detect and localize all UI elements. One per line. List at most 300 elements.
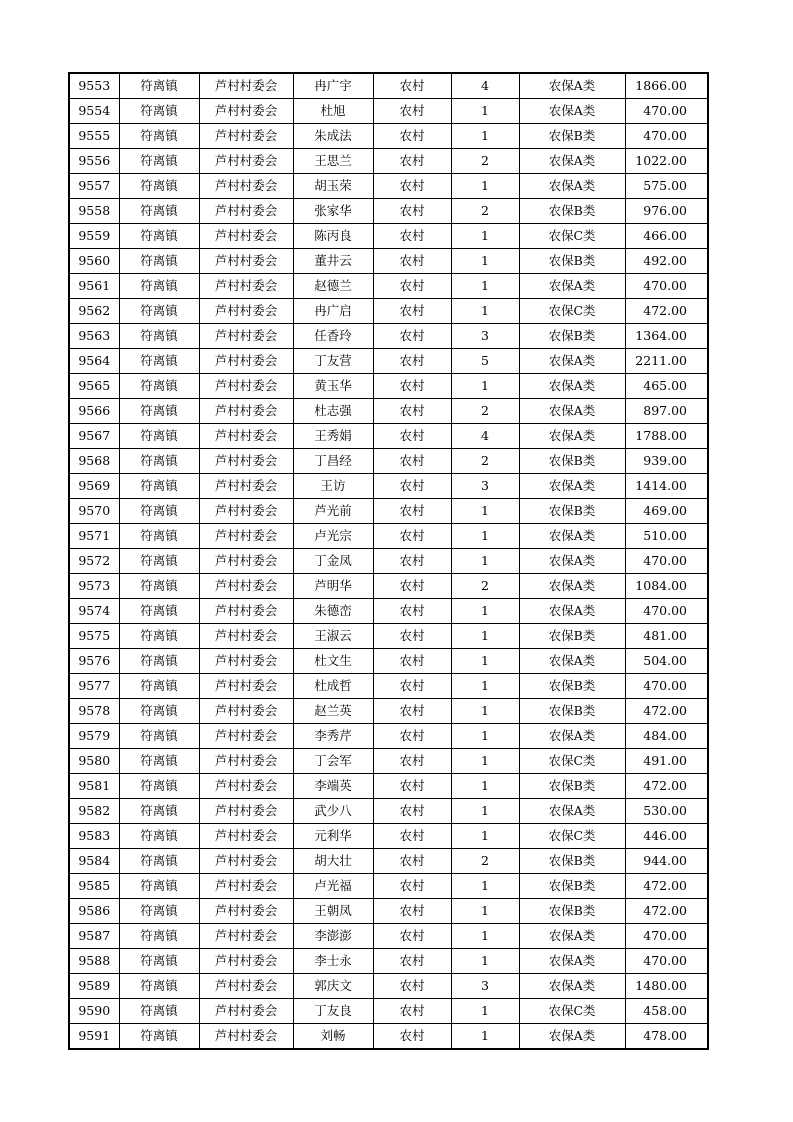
household-type-cell: 农村 xyxy=(373,449,451,474)
committee-cell: 芦村村委会 xyxy=(199,424,293,449)
category-cell: 农保A类 xyxy=(519,799,625,824)
household-type-cell: 农村 xyxy=(373,549,451,574)
household-type-cell: 农村 xyxy=(373,399,451,424)
town-cell: 符离镇 xyxy=(119,124,199,149)
member-count-cell: 3 xyxy=(451,474,519,499)
town-cell: 符离镇 xyxy=(119,774,199,799)
amount-cell: 470.00 xyxy=(625,924,708,949)
amount-cell: 478.00 xyxy=(625,1024,708,1050)
committee-cell: 芦村村委会 xyxy=(199,374,293,399)
town-cell: 符离镇 xyxy=(119,349,199,374)
name-cell: 杜成哲 xyxy=(293,674,373,699)
town-cell: 符离镇 xyxy=(119,749,199,774)
town-cell: 符离镇 xyxy=(119,574,199,599)
name-cell: 黄玉华 xyxy=(293,374,373,399)
category-cell: 农保A类 xyxy=(519,474,625,499)
category-cell: 农保C类 xyxy=(519,224,625,249)
amount-cell: 492.00 xyxy=(625,249,708,274)
name-cell: 丁金凤 xyxy=(293,549,373,574)
town-cell: 符离镇 xyxy=(119,624,199,649)
seq-number-cell: 9560 xyxy=(69,249,119,274)
name-cell: 王思兰 xyxy=(293,149,373,174)
committee-cell: 芦村村委会 xyxy=(199,399,293,424)
category-cell: 农保A类 xyxy=(519,73,625,99)
committee-cell: 芦村村委会 xyxy=(199,499,293,524)
committee-cell: 芦村村委会 xyxy=(199,73,293,99)
seq-number-cell: 9573 xyxy=(69,574,119,599)
name-cell: 王淑云 xyxy=(293,624,373,649)
table-row xyxy=(69,224,708,249)
committee-cell: 芦村村委会 xyxy=(199,874,293,899)
member-count-cell: 1 xyxy=(451,599,519,624)
member-count-cell: 1 xyxy=(451,299,519,324)
table-row xyxy=(69,1024,708,1050)
table-row xyxy=(69,449,708,474)
category-cell: 农保B类 xyxy=(519,324,625,349)
town-cell: 符离镇 xyxy=(119,99,199,124)
member-count-cell: 2 xyxy=(451,574,519,599)
committee-cell: 芦村村委会 xyxy=(199,999,293,1024)
town-cell: 符离镇 xyxy=(119,499,199,524)
category-cell: 农保B类 xyxy=(519,674,625,699)
name-cell: 元利华 xyxy=(293,824,373,849)
household-type-cell: 农村 xyxy=(373,849,451,874)
amount-cell: 470.00 xyxy=(625,674,708,699)
member-count-cell: 1 xyxy=(451,749,519,774)
name-cell: 丁友营 xyxy=(293,349,373,374)
member-count-cell: 1 xyxy=(451,924,519,949)
amount-cell: 1788.00 xyxy=(625,424,708,449)
amount-cell: 466.00 xyxy=(625,224,708,249)
amount-cell: 1022.00 xyxy=(625,149,708,174)
name-cell: 卢光宗 xyxy=(293,524,373,549)
category-cell: 农保A类 xyxy=(519,599,625,624)
committee-cell: 芦村村委会 xyxy=(199,199,293,224)
table-row xyxy=(69,474,708,499)
household-type-cell: 农村 xyxy=(373,674,451,699)
household-type-cell: 农村 xyxy=(373,874,451,899)
table-row xyxy=(69,624,708,649)
name-cell: 朱成法 xyxy=(293,124,373,149)
name-cell: 芦光前 xyxy=(293,499,373,524)
member-count-cell: 1 xyxy=(451,624,519,649)
member-count-cell: 1 xyxy=(451,899,519,924)
name-cell: 芦明华 xyxy=(293,574,373,599)
category-cell: 农保B类 xyxy=(519,849,625,874)
seq-number-cell: 9582 xyxy=(69,799,119,824)
household-type-cell: 农村 xyxy=(373,124,451,149)
category-cell: 农保A类 xyxy=(519,374,625,399)
table-row xyxy=(69,424,708,449)
amount-cell: 530.00 xyxy=(625,799,708,824)
seq-number-cell: 9562 xyxy=(69,299,119,324)
household-type-cell: 农村 xyxy=(373,949,451,974)
name-cell: 杜文生 xyxy=(293,649,373,674)
town-cell: 符离镇 xyxy=(119,649,199,674)
household-type-cell: 农村 xyxy=(373,474,451,499)
committee-cell: 芦村村委会 xyxy=(199,299,293,324)
town-cell: 符离镇 xyxy=(119,899,199,924)
seq-number-cell: 9553 xyxy=(69,73,119,99)
amount-cell: 470.00 xyxy=(625,549,708,574)
seq-number-cell: 9587 xyxy=(69,924,119,949)
household-type-cell: 农村 xyxy=(373,924,451,949)
household-type-cell: 农村 xyxy=(373,374,451,399)
table-row xyxy=(69,99,708,124)
amount-cell: 897.00 xyxy=(625,399,708,424)
committee-cell: 芦村村委会 xyxy=(199,924,293,949)
seq-number-cell: 9567 xyxy=(69,424,119,449)
table-row xyxy=(69,524,708,549)
name-cell: 王秀娟 xyxy=(293,424,373,449)
household-type-cell: 农村 xyxy=(373,574,451,599)
household-type-cell: 农村 xyxy=(373,599,451,624)
seq-number-cell: 9578 xyxy=(69,699,119,724)
household-type-cell: 农村 xyxy=(373,974,451,999)
amount-cell: 944.00 xyxy=(625,849,708,874)
member-count-cell: 3 xyxy=(451,974,519,999)
town-cell: 符离镇 xyxy=(119,949,199,974)
table-row xyxy=(69,999,708,1024)
table-row xyxy=(69,174,708,199)
name-cell: 刘畅 xyxy=(293,1024,373,1050)
town-cell: 符离镇 xyxy=(119,449,199,474)
committee-cell: 芦村村委会 xyxy=(199,99,293,124)
seq-number-cell: 9557 xyxy=(69,174,119,199)
member-count-cell: 1 xyxy=(451,649,519,674)
town-cell: 符离镇 xyxy=(119,549,199,574)
table-row xyxy=(69,574,708,599)
table-row xyxy=(69,649,708,674)
seq-number-cell: 9585 xyxy=(69,874,119,899)
committee-cell: 芦村村委会 xyxy=(199,674,293,699)
table-row xyxy=(69,149,708,174)
seq-number-cell: 9588 xyxy=(69,949,119,974)
amount-cell: 470.00 xyxy=(625,274,708,299)
seq-number-cell: 9584 xyxy=(69,849,119,874)
category-cell: 农保B类 xyxy=(519,774,625,799)
seq-number-cell: 9575 xyxy=(69,624,119,649)
amount-cell: 472.00 xyxy=(625,874,708,899)
member-count-cell: 1 xyxy=(451,949,519,974)
name-cell: 李士永 xyxy=(293,949,373,974)
table-row xyxy=(69,349,708,374)
seq-number-cell: 9554 xyxy=(69,99,119,124)
member-count-cell: 1 xyxy=(451,224,519,249)
amount-cell: 470.00 xyxy=(625,599,708,624)
member-count-cell: 1 xyxy=(451,124,519,149)
amount-cell: 470.00 xyxy=(625,949,708,974)
member-count-cell: 1 xyxy=(451,549,519,574)
committee-cell: 芦村村委会 xyxy=(199,549,293,574)
committee-cell: 芦村村委会 xyxy=(199,949,293,974)
table-row xyxy=(69,749,708,774)
household-type-cell: 农村 xyxy=(373,349,451,374)
member-count-cell: 2 xyxy=(451,399,519,424)
category-cell: 农保A类 xyxy=(519,724,625,749)
town-cell: 符离镇 xyxy=(119,73,199,99)
household-type-cell: 农村 xyxy=(373,999,451,1024)
amount-cell: 1414.00 xyxy=(625,474,708,499)
town-cell: 符离镇 xyxy=(119,474,199,499)
seq-number-cell: 9577 xyxy=(69,674,119,699)
name-cell: 丁昌经 xyxy=(293,449,373,474)
committee-cell: 芦村村委会 xyxy=(199,224,293,249)
committee-cell: 芦村村委会 xyxy=(199,249,293,274)
household-type-cell: 农村 xyxy=(373,73,451,99)
household-type-cell: 农村 xyxy=(373,174,451,199)
table-row xyxy=(69,374,708,399)
seq-number-cell: 9564 xyxy=(69,349,119,374)
committee-cell: 芦村村委会 xyxy=(199,699,293,724)
town-cell: 符离镇 xyxy=(119,274,199,299)
name-cell: 冉广宇 xyxy=(293,73,373,99)
category-cell: 农保C类 xyxy=(519,749,625,774)
household-type-cell: 农村 xyxy=(373,699,451,724)
household-type-cell: 农村 xyxy=(373,424,451,449)
category-cell: 农保A类 xyxy=(519,424,625,449)
name-cell: 杜志强 xyxy=(293,399,373,424)
table-row xyxy=(69,874,708,899)
seq-number-cell: 9576 xyxy=(69,649,119,674)
name-cell: 李澎澎 xyxy=(293,924,373,949)
member-count-cell: 1 xyxy=(451,174,519,199)
amount-cell: 2211.00 xyxy=(625,349,708,374)
seq-number-cell: 9559 xyxy=(69,224,119,249)
table-row xyxy=(69,549,708,574)
name-cell: 胡大壮 xyxy=(293,849,373,874)
category-cell: 农保A类 xyxy=(519,949,625,974)
committee-cell: 芦村村委会 xyxy=(199,574,293,599)
name-cell: 张家华 xyxy=(293,199,373,224)
table-row xyxy=(69,324,708,349)
category-cell: 农保A类 xyxy=(519,274,625,299)
category-cell: 农保A类 xyxy=(519,649,625,674)
name-cell: 丁会军 xyxy=(293,749,373,774)
town-cell: 符离镇 xyxy=(119,724,199,749)
member-count-cell: 1 xyxy=(451,774,519,799)
household-type-cell: 农村 xyxy=(373,274,451,299)
member-count-cell: 1 xyxy=(451,874,519,899)
town-cell: 符离镇 xyxy=(119,999,199,1024)
member-count-cell: 2 xyxy=(451,849,519,874)
household-type-cell: 农村 xyxy=(373,774,451,799)
amount-cell: 446.00 xyxy=(625,824,708,849)
table-row xyxy=(69,499,708,524)
member-count-cell: 1 xyxy=(451,724,519,749)
table-row xyxy=(69,799,708,824)
category-cell: 农保A类 xyxy=(519,1024,625,1050)
town-cell: 符离镇 xyxy=(119,924,199,949)
amount-cell: 472.00 xyxy=(625,899,708,924)
committee-cell: 芦村村委会 xyxy=(199,599,293,624)
table-row xyxy=(69,699,708,724)
name-cell: 丁友良 xyxy=(293,999,373,1024)
category-cell: 农保B类 xyxy=(519,899,625,924)
amount-cell: 472.00 xyxy=(625,699,708,724)
town-cell: 符离镇 xyxy=(119,1024,199,1050)
seq-number-cell: 9556 xyxy=(69,149,119,174)
table-row xyxy=(69,274,708,299)
town-cell: 符离镇 xyxy=(119,299,199,324)
category-cell: 农保A类 xyxy=(519,99,625,124)
table-row xyxy=(69,824,708,849)
amount-cell: 469.00 xyxy=(625,499,708,524)
category-cell: 农保C类 xyxy=(519,824,625,849)
committee-cell: 芦村村委会 xyxy=(199,524,293,549)
category-cell: 农保B类 xyxy=(519,124,625,149)
town-cell: 符离镇 xyxy=(119,249,199,274)
amount-cell: 1866.00 xyxy=(625,73,708,99)
committee-cell: 芦村村委会 xyxy=(199,649,293,674)
category-cell: 农保A类 xyxy=(519,399,625,424)
seq-number-cell: 9591 xyxy=(69,1024,119,1050)
member-count-cell: 2 xyxy=(451,199,519,224)
committee-cell: 芦村村委会 xyxy=(199,724,293,749)
category-cell: 农保A类 xyxy=(519,924,625,949)
committee-cell: 芦村村委会 xyxy=(199,124,293,149)
town-cell: 符离镇 xyxy=(119,849,199,874)
committee-cell: 芦村村委会 xyxy=(199,749,293,774)
member-count-cell: 1 xyxy=(451,799,519,824)
name-cell: 赵兰英 xyxy=(293,699,373,724)
seq-number-cell: 9579 xyxy=(69,724,119,749)
name-cell: 李秀芹 xyxy=(293,724,373,749)
member-count-cell: 4 xyxy=(451,73,519,99)
household-type-cell: 农村 xyxy=(373,899,451,924)
table-row xyxy=(69,73,708,99)
category-cell: 农保A类 xyxy=(519,974,625,999)
member-count-cell: 1 xyxy=(451,824,519,849)
seq-number-cell: 9566 xyxy=(69,399,119,424)
table-row xyxy=(69,774,708,799)
seq-number-cell: 9574 xyxy=(69,599,119,624)
committee-cell: 芦村村委会 xyxy=(199,899,293,924)
amount-cell: 491.00 xyxy=(625,749,708,774)
town-cell: 符离镇 xyxy=(119,799,199,824)
category-cell: 农保C类 xyxy=(519,299,625,324)
town-cell: 符离镇 xyxy=(119,374,199,399)
name-cell: 冉广启 xyxy=(293,299,373,324)
town-cell: 符离镇 xyxy=(119,824,199,849)
name-cell: 武少八 xyxy=(293,799,373,824)
committee-cell: 芦村村委会 xyxy=(199,324,293,349)
household-type-cell: 农村 xyxy=(373,249,451,274)
record-table xyxy=(68,72,709,1050)
category-cell: 农保B类 xyxy=(519,499,625,524)
member-count-cell: 1 xyxy=(451,999,519,1024)
amount-cell: 481.00 xyxy=(625,624,708,649)
seq-number-cell: 9558 xyxy=(69,199,119,224)
table-row xyxy=(69,724,708,749)
category-cell: 农保A类 xyxy=(519,574,625,599)
amount-cell: 465.00 xyxy=(625,374,708,399)
category-cell: 农保A类 xyxy=(519,524,625,549)
committee-cell: 芦村村委会 xyxy=(199,274,293,299)
table-row xyxy=(69,299,708,324)
name-cell: 李端英 xyxy=(293,774,373,799)
table-body xyxy=(69,73,708,1049)
committee-cell: 芦村村委会 xyxy=(199,799,293,824)
seq-number-cell: 9589 xyxy=(69,974,119,999)
category-cell: 农保A类 xyxy=(519,349,625,374)
category-cell: 农保B类 xyxy=(519,249,625,274)
table-row xyxy=(69,974,708,999)
name-cell: 朱德峦 xyxy=(293,599,373,624)
seq-number-cell: 9563 xyxy=(69,324,119,349)
committee-cell: 芦村村委会 xyxy=(199,474,293,499)
name-cell: 胡玉荣 xyxy=(293,174,373,199)
household-type-cell: 农村 xyxy=(373,324,451,349)
seq-number-cell: 9568 xyxy=(69,449,119,474)
committee-cell: 芦村村委会 xyxy=(199,1024,293,1050)
amount-cell: 458.00 xyxy=(625,999,708,1024)
household-type-cell: 农村 xyxy=(373,99,451,124)
name-cell: 任香玲 xyxy=(293,324,373,349)
household-type-cell: 农村 xyxy=(373,224,451,249)
town-cell: 符离镇 xyxy=(119,149,199,174)
town-cell: 符离镇 xyxy=(119,974,199,999)
town-cell: 符离镇 xyxy=(119,224,199,249)
table-row xyxy=(69,849,708,874)
seq-number-cell: 9572 xyxy=(69,549,119,574)
amount-cell: 1084.00 xyxy=(625,574,708,599)
table-row xyxy=(69,674,708,699)
category-cell: 农保B类 xyxy=(519,874,625,899)
table-row xyxy=(69,249,708,274)
category-cell: 农保B类 xyxy=(519,449,625,474)
committee-cell: 芦村村委会 xyxy=(199,974,293,999)
member-count-cell: 3 xyxy=(451,324,519,349)
household-type-cell: 农村 xyxy=(373,824,451,849)
category-cell: 农保B类 xyxy=(519,624,625,649)
category-cell: 农保B类 xyxy=(519,199,625,224)
amount-cell: 470.00 xyxy=(625,124,708,149)
seq-number-cell: 9565 xyxy=(69,374,119,399)
member-count-cell: 1 xyxy=(451,249,519,274)
amount-cell: 472.00 xyxy=(625,299,708,324)
committee-cell: 芦村村委会 xyxy=(199,774,293,799)
amount-cell: 939.00 xyxy=(625,449,708,474)
town-cell: 符离镇 xyxy=(119,874,199,899)
amount-cell: 510.00 xyxy=(625,524,708,549)
amount-cell: 470.00 xyxy=(625,99,708,124)
seq-number-cell: 9580 xyxy=(69,749,119,774)
town-cell: 符离镇 xyxy=(119,524,199,549)
household-type-cell: 农村 xyxy=(373,624,451,649)
seq-number-cell: 9581 xyxy=(69,774,119,799)
member-count-cell: 1 xyxy=(451,674,519,699)
amount-cell: 575.00 xyxy=(625,174,708,199)
table-row xyxy=(69,124,708,149)
name-cell: 董井云 xyxy=(293,249,373,274)
table-row xyxy=(69,399,708,424)
name-cell: 郭庆文 xyxy=(293,974,373,999)
category-cell: 农保A类 xyxy=(519,174,625,199)
member-count-cell: 1 xyxy=(451,99,519,124)
category-cell: 农保C类 xyxy=(519,999,625,1024)
member-count-cell: 1 xyxy=(451,524,519,549)
town-cell: 符离镇 xyxy=(119,599,199,624)
household-type-cell: 农村 xyxy=(373,299,451,324)
name-cell: 王朝凤 xyxy=(293,899,373,924)
town-cell: 符离镇 xyxy=(119,399,199,424)
member-count-cell: 1 xyxy=(451,699,519,724)
table-row xyxy=(69,599,708,624)
name-cell: 陈丙良 xyxy=(293,224,373,249)
seq-number-cell: 9590 xyxy=(69,999,119,1024)
household-type-cell: 农村 xyxy=(373,724,451,749)
